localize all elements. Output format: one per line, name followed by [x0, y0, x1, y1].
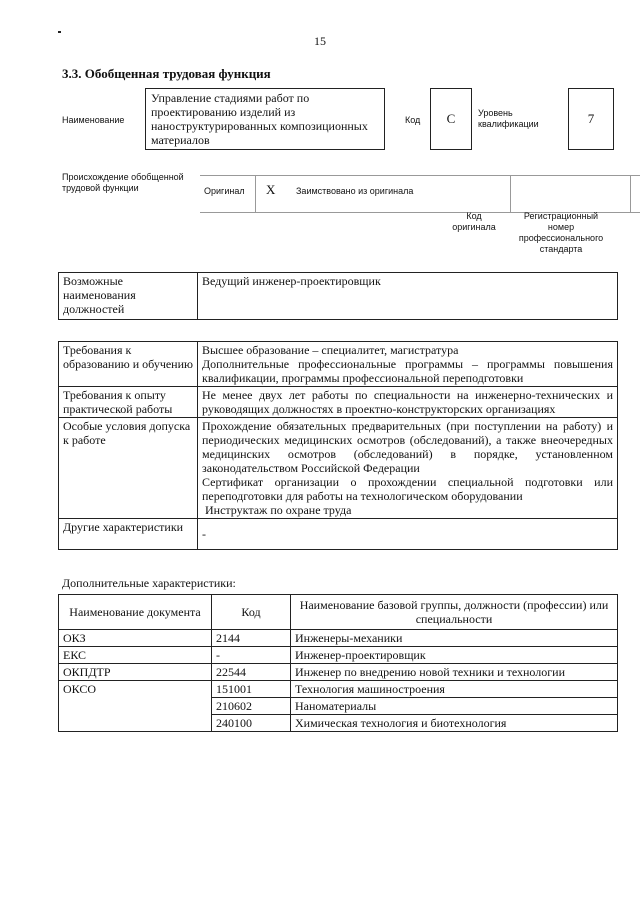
- name-cell: Инженеры-механики: [291, 630, 618, 647]
- table-row: [59, 418, 618, 519]
- origin-divider: [255, 176, 256, 212]
- req-line: Высшее образование – специалитет, магистратура: [202, 343, 459, 357]
- code-cell: 210602: [212, 698, 291, 715]
- original-mark: X: [266, 182, 276, 197]
- code-label: Код: [405, 115, 421, 125]
- code-cell: 2144: [212, 630, 291, 647]
- req-label: Требования к опыту практической работы: [59, 387, 198, 418]
- table-row: [59, 387, 618, 418]
- positions-value: Ведущий инженер-проектировщик: [198, 273, 618, 320]
- section-title: 3.3. Обобщенная трудовая функция: [62, 66, 271, 81]
- additional-table: [58, 594, 618, 732]
- page-number: 15: [314, 34, 326, 48]
- code-cell: 151001: [212, 681, 291, 698]
- level-label: Уровень квалификации: [478, 108, 539, 129]
- req-line: Сертификат организации о прохождении специальной подготовки или переподготовки для работы на технологическом оборудовании: [202, 475, 613, 503]
- code-cell: 22544: [212, 664, 291, 681]
- req-label: Особые условия допуска к работе: [59, 418, 198, 519]
- reg-number-label: Регистрационный номер профессионального стандарта: [518, 211, 604, 254]
- origin-divider: [630, 176, 631, 212]
- borrowed-label: Заимствовано из оригинала: [296, 186, 414, 196]
- code-original-label: Код оригинала: [452, 211, 496, 232]
- code-cell: -: [212, 647, 291, 664]
- table-row: [59, 664, 618, 681]
- name-cell: Инженер-проектировщик: [291, 647, 618, 664]
- req-line: Прохождение обязательных предварительных (при поступлении на работу) и периодических медицинских осмотров (обследований), а также внеочередных медицинских осмотров (обследований) в порядке, установленном законодательством Российской Федерации: [202, 419, 613, 475]
- original-label: Оригинал: [204, 186, 245, 196]
- origin-divider: [510, 176, 511, 212]
- name-cell: Технология машиностроения: [291, 681, 618, 698]
- req-label: Другие характеристики: [59, 519, 198, 550]
- table-row: [59, 647, 618, 664]
- req-value: [198, 418, 618, 519]
- code-value: C: [430, 88, 472, 150]
- table-row: [59, 630, 618, 647]
- table-row: [59, 273, 618, 320]
- column-header-code: Код: [212, 595, 291, 630]
- name-cell: Химическая технология и биотехнология: [291, 715, 618, 732]
- name-value: Управление стадиями работ по проектированию изделий из наноструктурированных композиционных материалов: [145, 88, 385, 150]
- req-value: [198, 342, 618, 387]
- name-label: Наименование: [62, 115, 125, 125]
- name-cell: Наноматериалы: [291, 698, 618, 715]
- table-row: [59, 519, 618, 550]
- additional-title: Дополнительные характеристики:: [62, 576, 236, 590]
- name-cell: Инженер по внедрению новой техники и технологии: [291, 664, 618, 681]
- scan-speck: [58, 31, 61, 33]
- doc-cell: ОКПДТР: [59, 664, 212, 681]
- requirements-table: [58, 341, 618, 550]
- table-row: [59, 342, 618, 387]
- column-header-doc: Наименование документа: [59, 595, 212, 630]
- doc-cell: ОКСО: [59, 681, 212, 732]
- doc-cell: ЕКС: [59, 647, 212, 664]
- table-row: [59, 681, 618, 698]
- positions-label: Возможные наименования должностей: [59, 273, 198, 320]
- req-label: Требования к образованию и обучению: [59, 342, 198, 387]
- req-line: -: [202, 527, 206, 541]
- req-value: [198, 387, 618, 418]
- positions-table: [58, 272, 618, 320]
- req-line: Не менее двух лет работы по специальности на инженерно-технических и руководящих должностях в проектно-конструкторских организациях: [202, 388, 613, 416]
- doc-cell: ОКЗ: [59, 630, 212, 647]
- req-line: Инструктаж по охране труда: [202, 503, 352, 517]
- level-value: 7: [568, 88, 614, 150]
- req-line: Дополнительные профессиональные программы – программы повышения квалификации, программы профессиональной переподготовки: [202, 357, 613, 385]
- column-header-name: Наименование базовой группы, должности (профессии) или специальности: [291, 595, 618, 630]
- origin-label: Происхождение обобщенной трудовой функции: [62, 172, 184, 193]
- table-header-row: [59, 595, 618, 630]
- code-cell: 240100: [212, 715, 291, 732]
- req-value: [198, 519, 618, 550]
